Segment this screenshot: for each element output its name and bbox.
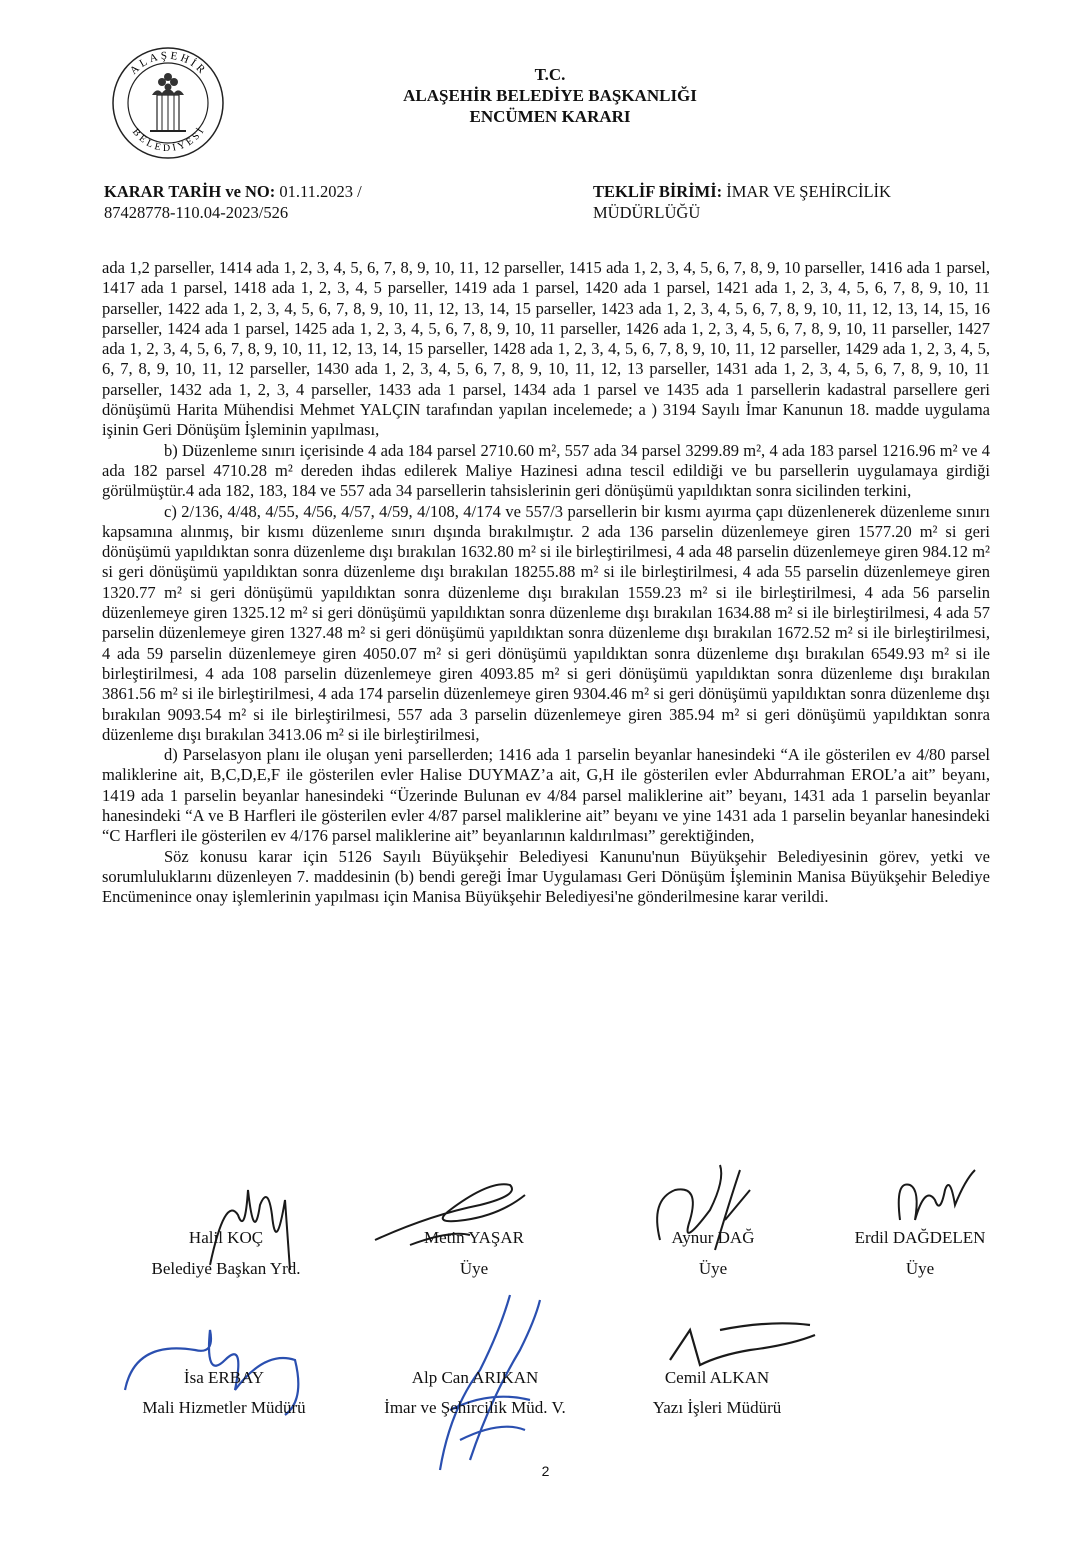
signatory-title: Üye (698, 1259, 728, 1278)
decision-date-label: KARAR TARİH ve NO: (104, 182, 276, 201)
signatory-name: Metin YAŞAR (424, 1228, 524, 1247)
decision-number: 87428778-110.04-2023/526 (104, 203, 289, 222)
paragraph-d: d) Parselasyon planı ile oluşan yeni parsellerden; 1416 ada 1 parselin beyanlar hanesindeki “A ile gösterilen ev 4/80 parsel maliklerine ait, B,C,D,E,F ile gösterilen evler Halise DUYMAZ’a ait, G,H ile gösterilen evler Abdurrahman EROL’a ait” beyanı, 1419 ada 1 parselin beyanlar hanesindeki “Üzerinde Bulunan ev 4/84 parsel maliklerine ait” beyanı, 1431 ada 1 parselin beyanlar hanesindeki “A ve B Harfleri ile gösterilen evler 4/87 parsel maliklerine ait” beyanı ve yine 1431 ada 1 parselin beyanlar hanesindeki “C Harfleri ile gösterilen ev 4/176 parsel maliklerine ait” beyanlarının kaldırılması” gerektiğinden, (102, 745, 990, 846)
proposing-unit-label: TEKLİF BİRİMİ: (593, 182, 723, 201)
decision-date-block (104, 181, 362, 223)
signatory-name: Alp Can ARIKAN (411, 1368, 539, 1387)
header-line-decision: ENCÜMEN KARARI (469, 107, 631, 126)
paragraph-conclusion: Söz konusu karar için 5126 Sayılı Büyükşehir Belediyesi Kanunu'nun Büyükşehir Belediyesinin görev, yetki ve sorumluluklarını düzenleyen 7. maddesinin (b) bendi gereği İmar Uygulaması Geri Dönüşüm İşleminin Manisa Büyükşehir Belediye Encümenince onay işlemlerinin yapılması için Manisa Büyükşehir Belediyesi'ne gönderilmesine karar verildi. (102, 846, 990, 907)
signatory-title: Üye (905, 1259, 935, 1278)
paragraph-c: c) 2/136, 4/48, 4/55, 4/56, 4/57, 4/59, 4/108, 4/174 ve 557/3 parsellerin bir kısmı ayırma çapı düzenlenerek düzenleme sınırı kapsamına alınmış, bir kısmı düzenleme sınırı dışında bırakılmıştır. 2 ada 136 parselin düzenlemeye giren 1577.20 m² si geri dönüşümü yapıldıktan sonra düzenleme dışı bırakılan 1632.80 m² si ile birleştirilmesi, 4 ada 48 parselin düzenlemeye giren 984.12 m² si geri dönüşümü yapıldıktan sonra düzenleme dışı bırakılan 18255.88 m² si ile birleştirilmesi, 4 ada 55 parselin düzenlemeye giren 1320.77 m² si geri dönüşümü yapıldıktan sonra düzenleme dışı bırakılan 1559.23 m² si ile birleştirilmesi, 4 ada 56 parselin düzenlemeye giren 1325.12 m² si geri dönüşümü yapıldıktan sonra düzenleme dışı bırakılan 1634.88 m² si ile birleştirilmesi, 4 ada 57 parselin düzenlemeye giren 1327.48 m² si geri dönüşümü yapıldıktan sonra düzenleme dışı bırakılan 1672.52 m² si ile birleştirilmesi, 4 ada 59 parselin düzenlemeye giren 4050.07 m² si geri dönüşümü yapıldıktan sonra düzenleme dışı bırakılan 6549.93 m² si ile birleştirilmesi, 4 ada 108 parselin düzenlemeye giren 4093.85 m² si geri dönüşümü yapıldıktan sonra düzenleme dışı bırakılan 3861.56 m² si ile birleştirilmesi, 4 ada 174 parselin düzenlemeye giren 9304.46 m² si geri dönüşümü yapıldıktan sonra düzenleme dışı bırakılan 9093.54 m² si ile birleştirilmesi, 557 ada 3 parselin düzenlemeye giren 385.94 m² si geri dönüşümü yapıldıktan sonra düzenleme dışı bırakılan 3413.06 m² si ile birleştirilmesi, (102, 501, 990, 744)
signatory-title: İmar ve Şehircilik Müd. V. (384, 1398, 566, 1417)
header-line-municipality: ALAŞEHİR BELEDİYE BAŞKANLIĞI (403, 86, 697, 105)
header-line-tc: T.C. (534, 65, 566, 84)
decision-body (102, 258, 990, 908)
signatory-name: Halil KOÇ (188, 1228, 264, 1247)
municipality-seal-icon (110, 45, 226, 161)
page-number: 2 (541, 1463, 550, 1479)
svg-text:ALAŞEHİR: ALAŞEHİR (127, 49, 210, 78)
svg-text:BELEDİYESİ: BELEDİYESİ (129, 124, 208, 155)
signatory-name: Erdil DAĞDELEN (854, 1228, 986, 1247)
proposing-unit-value-1: İMAR VE ŞEHİRCİLİK (726, 182, 891, 201)
signatory-title: Yazı İşleri Müdürü (652, 1398, 782, 1417)
signatory-name: Aynur DAĞ (671, 1228, 755, 1247)
proposing-unit-value-2: MÜDÜRLÜĞÜ (593, 203, 701, 222)
signatory-title: Üye (459, 1259, 489, 1278)
signatory-title: Belediye Başkan Yrd. (151, 1259, 301, 1278)
paragraph-a: ada 1,2 parseller, 1414 ada 1, 2, 3, 4, 5, 6, 7, 8, 9, 10, 11, 12 parseller, 1415 ada 1, 2, 3, 4, 5, 6, 7, 8, 9, 10 parseller, 1416 ada 1 parsel, 1417 ada 1 parsel, 1418 ada 1, 2, 3, 4, 5 parseller, 1419 ada 1 parsel, 1420 ada 1 parsel, 1421 ada 1, 2, 3, 4, 5, 6, 7, 8, 9, 10, 11 parseller, 1422 ada 1, 2, 3, 4, 5, 6, 7, 8, 9, 10, 11, 12, 13, 14, 15 parseller, 1423 ada 1, 2, 3, 4, 5, 6, 7, 8, 9, 10, 11, 12, 13, 14, 15, 16 parseller, 1424 ada 1 parsel, 1425 ada 1, 2, 3, 4, 5, 6, 7, 8, 9, 10, 11 parseller, 1426 ada 1, 2, 3, 4, 5, 6, 7, 8, 9, 10, 11 parseller, 1427 ada 1, 2, 3, 4, 5, 6, 7, 8, 9, 10, 11, 12, 13, 14, 15 parseller, 1428 ada 1, 2, 3, 4, 5, 6, 7, 8, 9, 10, 11, 12 parseller, 1429 ada 1, 2, 3, 4, 5, 6, 7, 8, 9, 10, 11, 12 parseller, 1430 ada 1, 2, 3, 4, 5, 6, 7, 8, 9, 10, 11, 12, 13 parseller, 1431 ada 1, 2, 3, 4, 5, 6, 7, 8, 9, 10, 11 parseller, 1432 ada 1, 2, 3, 4 parseller, 1433 ada 1 parsel, 1434 ada 1 parsel ve 1435 ada 1 parsellerin kadastral parsellere geri dönüşümü Harita Mühendisi Mehmet YALÇIN tarafından yapılan incelemede; a ) 3194 Sayılı İmar Kanunun 18. madde uygulama işinin Geri Dönüşüm İşleminin yapılması, (102, 258, 990, 440)
signatory-name: İsa ERBAY (183, 1368, 265, 1387)
signatory-name: Cemil ALKAN (664, 1368, 770, 1387)
decision-date-value: 01.11.2023 / (279, 182, 362, 201)
paragraph-b: b) Düzenleme sınırı içerisinde 4 ada 184 parsel 2710.60 m², 557 ada 34 parsel 3299.89 m², 4 ada 183 parsel 1216.96 m² ve 4 ada 182 parsel 4710.28 m² dereden ihdas edilerek Maliye Hazinesi adına tescil edildiği ve bu parsellerin uygulamaya girdiği görülmüştür.4 ada 182, 183, 184 ve 557 ada 34 parsellerin tahsislerinin geri dönüşümü yapıldıktan sonra sicilinden terkini, (102, 440, 990, 501)
proposing-unit-block (593, 181, 891, 223)
signatory-title: Mali Hizmetler Müdürü (142, 1398, 306, 1417)
